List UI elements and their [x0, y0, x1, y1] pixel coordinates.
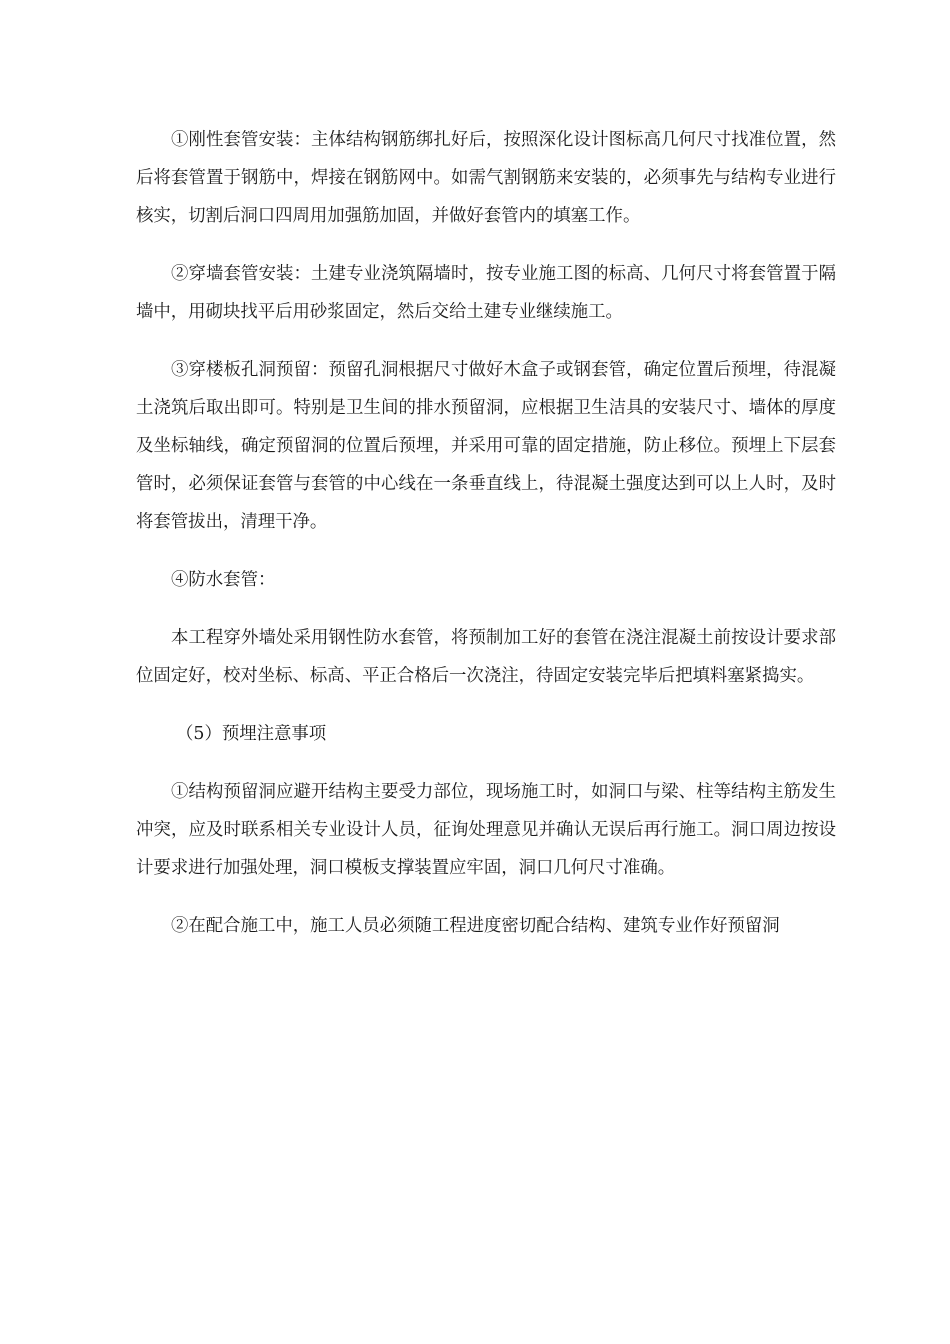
paragraph-structural-hole-notes: ①结构预留洞应避开结构主要受力部位，现场施工时，如洞口与梁、柱等结构主筋发生冲突，应及时联系相关专业设计人员，征询处理意见并确认无误后再行施工。洞口周边按设计要求进行加强处理，洞口模板支撑装置应牢固，洞口几何尺寸准确。 — [136, 782, 836, 878]
paragraph-wall-sleeve-installation: ②穿墙套管安装：土建专业浇筑隔墙时，按专业施工图的标高、几何尺寸将套管置于隔墙中，用砌块找平后用砂浆固定，然后交给土建专业继续施工。 — [136, 264, 836, 322]
section-heading-embedding-notes: （5）预埋注意事项 — [176, 724, 327, 744]
paragraph-coordination-notes: ②在配合施工中，施工人员必须随工程进度密切配合结构、建筑专业作好预留洞 — [171, 916, 780, 936]
paragraph-waterproof-sleeve-detail: 本工程穿外墙处采用钢性防水套管，将预制加工好的套管在浇注混凝土前按设计要求部位固定好，校对坐标、标高、平正合格后一次浇注，待固定安装完毕后把填料塞紧捣实。 — [136, 628, 836, 686]
document-body — [136, 121, 836, 965]
paragraph-waterproof-sleeve-heading: ④防水套管： — [171, 570, 276, 590]
paragraph-floor-hole-reservation: ③穿楼板孔洞预留：预留孔洞根据尺寸做好木盒子或钢套管，确定位置后预埋，待混凝土浇筑后取出即可。特别是卫生间的排水预留洞，应根据卫生洁具的安装尺寸、墙体的厚度及坐标轴线，确定预留洞的位置后预埋，并采用可靠的固定措施，防止移位。预埋上下层套管时，必须保证套管与套管的中心线在一条垂直线上，待混凝土强度达到可以上人时，及时将套管拔出，清理干净。 — [136, 360, 836, 532]
paragraph-rigid-sleeve-installation: ①刚性套管安装：主体结构钢筋绑扎好后，按照深化设计图标高几何尺寸找准位置，然后将套管置于钢筋中，焊接在钢筋网中。如需气割钢筋来安装的，必须事先与结构专业进行核实，切割后洞口四周用加强筋加固，并做好套管内的填塞工作。 — [136, 130, 836, 226]
